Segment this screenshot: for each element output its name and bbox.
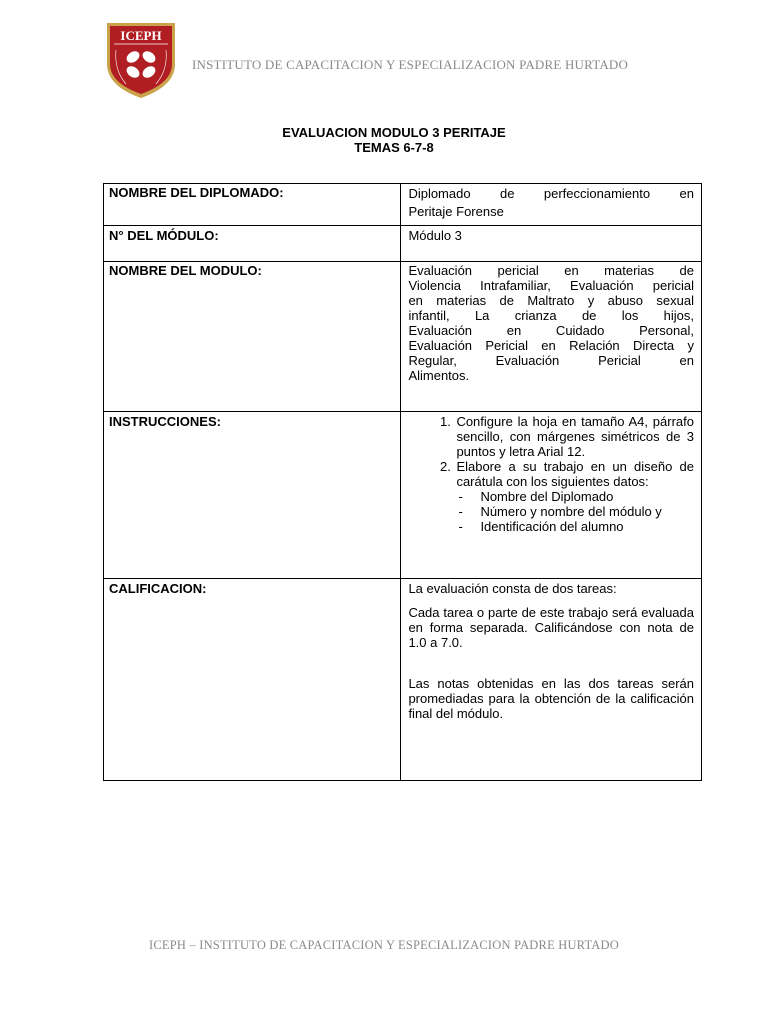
cover-data-list xyxy=(456,489,694,534)
page-footer: ICEPH – INSTITUTO DE CAPACITACION Y ESPECIALIZACION PADRE HURTADO xyxy=(149,938,619,952)
grading-paragraph: La evaluación consta de dos tareas: xyxy=(408,581,617,596)
document-title xyxy=(0,125,768,155)
diplomado-name-line: Peritaje Forense xyxy=(408,204,504,219)
row-label: CALIFICACION: xyxy=(109,581,207,596)
table-row xyxy=(104,262,702,412)
row-label: NOMBRE DEL MODULO: xyxy=(109,263,262,278)
row-label: NOMBRE DEL DIPLOMADO: xyxy=(109,185,284,200)
instruction-item-text: Elabore a su trabajo en un diseño de carátula con los siguientes datos: xyxy=(456,459,694,489)
row-label: INSTRUCCIONES: xyxy=(109,414,221,429)
grading-paragraph: Cada tarea o parte de este trabajo será evaluada en forma separada. Calificándose con nota de 1.0 a 7.0. xyxy=(408,605,694,650)
module-name-line: en materias de Maltrato y abuso sexual xyxy=(408,293,694,308)
table-row xyxy=(104,226,702,262)
instruction-item: 1. Configure la hoja en tamaño A4, párrafo sencillo, con márgenes simétricos de 3 puntos y letra Arial 12. xyxy=(454,414,694,459)
list-item: - Nombre del Diplomado xyxy=(456,489,694,504)
diplomado-name-line: Diplomado de perfeccionamiento en xyxy=(408,186,694,201)
grading-paragraph: Las notas obtenidas en las dos tareas serán promediadas para la obtención de la calificación final del módulo. xyxy=(408,676,694,721)
list-item: - Identificación del alumno xyxy=(456,519,694,534)
module-name-line: Evaluación Pericial en Relación Directa y xyxy=(408,338,694,353)
evaluation-table xyxy=(103,183,702,781)
module-name-line: Violencia Intrafamiliar, Evaluación pericial xyxy=(408,278,694,293)
module-name-line: Evaluación en Cuidado Personal, xyxy=(408,323,694,338)
table-row xyxy=(104,412,702,579)
row-label: N° DEL MÓDULO: xyxy=(109,228,219,243)
table-row xyxy=(104,184,702,226)
module-name-line: infantil, La crianza de los hijos, xyxy=(408,308,694,323)
module-name-line: Regular, Evaluación Pericial en xyxy=(408,353,694,368)
instruction-item xyxy=(454,459,694,534)
institute-header-name: INSTITUTO DE CAPACITACION Y ESPECIALIZACION PADRE HURTADO xyxy=(192,57,629,72)
title-line-1: EVALUACION MODULO 3 PERITAJE xyxy=(282,125,506,140)
instructions-list xyxy=(401,414,701,534)
logo-text: ICEPH xyxy=(120,28,162,43)
module-name-line: Evaluación pericial en materias de xyxy=(408,263,694,278)
table-row xyxy=(104,579,702,781)
list-item: - Número y nombre del módulo y xyxy=(456,504,694,519)
module-name-line: Alimentos. xyxy=(408,368,470,383)
title-line-2: TEMAS 6-7-8 xyxy=(354,140,434,155)
iceph-logo xyxy=(104,20,178,100)
module-number: Módulo 3 xyxy=(408,228,462,243)
